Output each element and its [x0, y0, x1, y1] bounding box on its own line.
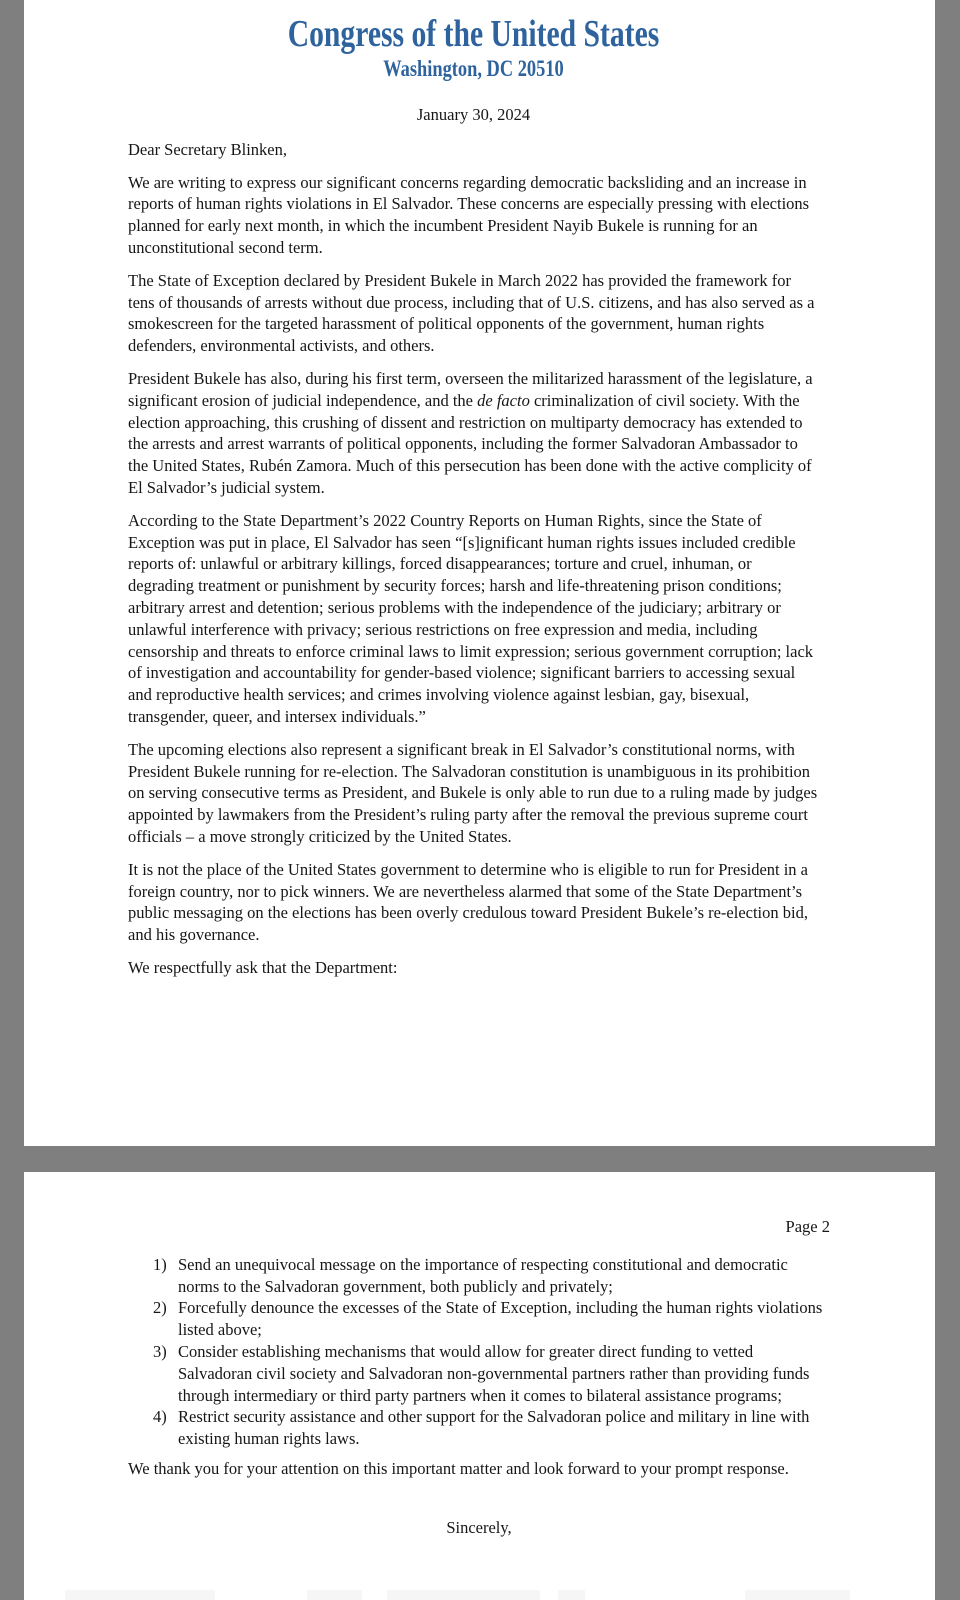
letter-date: January 30, 2024 [416, 105, 531, 124]
list-item-text: Consider establishing mechanisms that would allow for greater direct funding to vetted Salvadoran civil society and Salvadoran non-governmental partners rather than providing funds through intermediary or third party partners when it comes to bilateral assistance programs; [178, 1341, 810, 1405]
signature-fragment [65, 1590, 215, 1600]
list-item-number: 2) [153, 1298, 167, 1318]
congressional-letterhead [128, 14, 819, 82]
paragraph-5: The upcoming elections also represent a significant break in El Salvador’s constitutional norms, with President Bukele running for re-election. The Salvadoran constitution is unambiguous in its prohibition on serving consecutive terms as President, and Bukele is only able to run due to a ruling made by judges appointed by lawmakers from the President’s ruling party after the removal the previous supreme court officials – a move strongly criticized by the United States. [128, 739, 818, 846]
list-item-number: 3) [153, 1341, 167, 1361]
list-item [128, 1297, 830, 1341]
signature-fragment [558, 1590, 585, 1600]
paragraph-4: According to the State Department’s 2022 Country Reports on Human Rights, since the State of Exception was put in place, El Salvador has seen “[s]ignificant human rights issues included credible reports of: unlawful or arbitrary killings, forced disappearances; torture and cruel, inhuman, or degrading treatment or punishment by security forces; harsh and life-threatening prison conditions; arbitrary arrest and detention; serious problems with the independence of the judiciary; arbitrary or unlawful interference with privacy; serious restrictions on free expression and media, including censorship and threats to enforce criminal laws to limit expression; serious government corruption; lack of investigation and accountability for gender-based violence; significant barriers to accessing sexual and reproductive health services; and crimes involving violence against lesbian, gay, bisexual, transgender, queer, and intersex individuals.” [128, 510, 814, 726]
paragraph-3-italic: de facto [477, 390, 530, 410]
paragraph-3-text-end: criminalization of civil society. With the election approaching, this crushing of dissent and restriction on multiparty democracy has extended to the arrests and arrest warrants of political opponents, including the former Salvadoran Ambassador to the United States, Rubén Zamora. Much of this persecution has been done with the active complicity of El Salvador’s judicial system. [128, 390, 812, 497]
paragraph-3-text: President Bukele has also, during his first term, overseen the militarized harassment of the legislature, a significant erosion of judicial independence, and the [128, 368, 813, 410]
signature-fragment [387, 1590, 540, 1600]
letterhead-subtitle: Washington, DC 20510 [383, 56, 564, 81]
paragraph-3 [128, 368, 819, 499]
paragraph-2: The State of Exception declared by President Bukele in March 2022 has provided the framework for tens of thousands of arrests without due process, including that of U.S. citizens, and has also served as a smokescreen for the targeted harassment of political opponents of the government, human rights defenders, environmental activists, and others. [128, 270, 815, 356]
list-item [128, 1254, 830, 1298]
signature-fragment [745, 1590, 850, 1600]
letter-page-1 [24, 0, 935, 1146]
list-item [128, 1406, 830, 1450]
list-item-text: Restrict security assistance and other support for the Salvadoran police and military in line with existing human rights laws. [178, 1407, 810, 1449]
paragraph-1: We are writing to express our significant concerns regarding democratic backsliding and an increase in reports of human rights violations in El Salvador. These concerns are especially pressing with elections planned for early next month, in which the incumbent President Nayib Bukele is running for an unconstitutional second term. [128, 172, 810, 257]
letter-body [128, 172, 819, 979]
signoff: Sincerely, [446, 1517, 512, 1537]
signature-fragment [307, 1590, 362, 1600]
salutation: Dear Secretary Blinken, [128, 139, 287, 159]
closing-paragraph: We thank you for your attention on this important matter and look forward to your prompt response. [128, 1458, 789, 1478]
list-item-text: Forcefully denounce the excesses of the State of Exception, including the human rights violations listed above; [178, 1298, 823, 1340]
letterhead-title: Congress of the United States [287, 13, 660, 55]
request-lead-in: We respectfully ask that the Department: [128, 957, 398, 977]
list-item-number: 4) [153, 1407, 167, 1427]
list-item-text: Send an unequivocal message on the importance of respecting constitutional and democratic norms to the Salvadoran government, both publicly and privately; [178, 1254, 788, 1296]
list-item-number: 1) [153, 1254, 167, 1274]
letter-page-2 [24, 1172, 935, 1600]
list-item [128, 1341, 830, 1406]
page-number-label: Page 2 [785, 1217, 830, 1236]
paragraph-6: It is not the place of the United States government to determine who is eligible to run for President in a foreign country, nor to pick winners. We are nevertheless alarmed that some of the State Department’s public messaging on the elections has been overly credulous toward President Bukele’s re-election bid, and his governance. [128, 859, 809, 945]
request-list [128, 1254, 830, 1450]
